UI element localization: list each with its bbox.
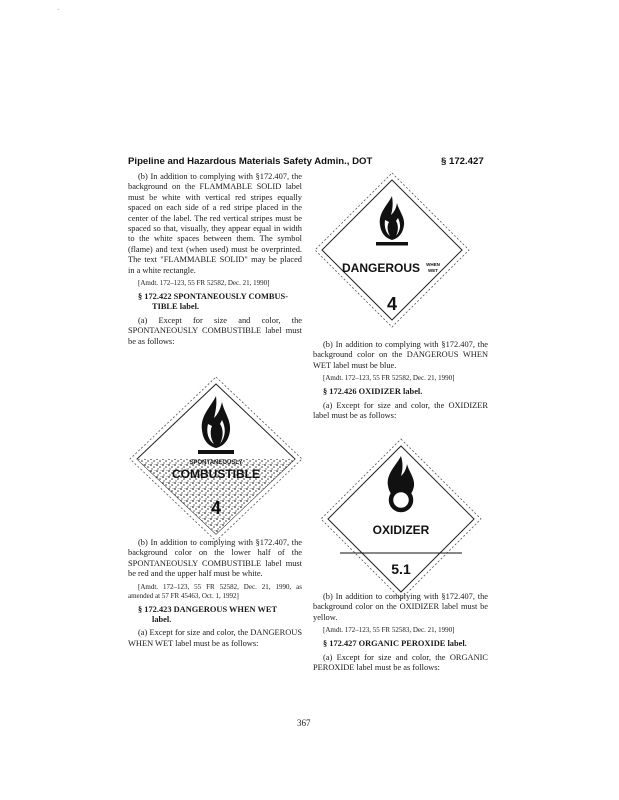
- label-text-wet: WET: [428, 268, 438, 273]
- section-172-422-heading: [128, 292, 302, 313]
- citation-amdt-4: [Amdt. 172–123, 55 FR 52583, Dec. 21, 1990]: [323, 626, 455, 635]
- spontaneous-paragraph-a: (a) Except for size and color, the SPONTANEOUSLY COMBUSTIBLE label must be as follows:: [128, 315, 302, 346]
- dangerous-when-wet-paragraph-a: (a) Except for size and color, the DANGEROUS WHEN WET label must be as follows:: [128, 628, 302, 648]
- right-column-bottom: [313, 592, 488, 675]
- section-title: OXIDIZER label.: [358, 387, 423, 397]
- running-header-title: Pipeline and Hazardous Materials Safety Admin., DOT: [128, 156, 373, 167]
- label-text-when: WHEN: [426, 262, 440, 267]
- label-class-number: 4: [386, 294, 398, 314]
- citation-amdt-3: [Amdt. 172–123, 55 FR 52582, Dec. 21, 1990]: [323, 374, 455, 383]
- organic-peroxide-paragraph-a: (a) Except for size and color, the ORGANIC PEROXIDE label must be as follows:: [313, 652, 488, 673]
- label-text-oxidizer: OXIDIZER: [372, 523, 430, 537]
- page-number: 367: [297, 718, 311, 728]
- running-header-section: § 172.427: [441, 156, 484, 167]
- section-title-cont: TIBLE label.: [152, 302, 200, 312]
- left-column-bottom: [128, 538, 302, 651]
- section-title: SPONTANEOUSLY COMBUS-: [173, 292, 288, 302]
- right-column-middle: [313, 340, 488, 423]
- oxidizer-paragraph-a: (a) Except for size and color, the OXIDIZER label must be as follows:: [313, 400, 488, 421]
- citation-amdt-1: [Amdt. 172–123, 55 FR 52582, Dec. 21, 1990]: [138, 279, 270, 288]
- spontaneous-paragraph-b: (b) In addition to complying with §172.407, the background color on the lower half of the SPONTANEOUSLY COMBUSTIBLE label must be red and the upper half must be white.: [128, 538, 302, 579]
- label-text-dangerous: DANGEROUS: [341, 261, 421, 275]
- label-text-spontaneously: SPONTANEOUSLY: [189, 460, 243, 466]
- scan-speck: .: [58, 6, 60, 12]
- left-column-top: [128, 172, 302, 349]
- section-number: § 172.422: [138, 292, 172, 302]
- label-text-combustible: COMBUSTIBLE: [172, 467, 260, 481]
- dangerous-when-wet-paragraph-b: (b) In addition to complying with §172.407, the background color on the DANGEROUS WHEN WET label must be blue.: [313, 340, 488, 370]
- section-title: ORGANIC PEROXIDE label.: [358, 639, 467, 649]
- dangerous-when-wet-label: [312, 170, 472, 330]
- section-number: § 172.423: [138, 604, 172, 614]
- oxidizer-paragraph-b: (b) In addition to complying with §172.407, the background color on the OXIDIZER label must be yellow.: [313, 592, 488, 622]
- section-number: § 172.426: [323, 387, 357, 397]
- spontaneously-combustible-label: [126, 374, 306, 544]
- label-class-number: 5.1: [391, 561, 411, 577]
- oxidizer-label: [318, 436, 484, 602]
- section-172-427-heading: [313, 639, 488, 649]
- section-172-423-heading: [128, 605, 302, 626]
- section-title: DANGEROUS WHEN WET: [173, 604, 278, 614]
- label-class-number: 4: [210, 498, 222, 518]
- section-title-cont: label.: [152, 615, 172, 625]
- section-172-426-heading: [313, 387, 488, 397]
- citation-amdt-2: [Amdt. 172–123, 55 FR 52582, Dec. 21, 1990, as amended at 57 FR 45463, Oct. 1, 1992]: [128, 582, 302, 600]
- section-number: § 172.427: [323, 639, 357, 649]
- flammable-solid-paragraph-b: (b) In addition to complying with §172.407, the background on the FLAMMABLE SOLID label must be white with vertical red stripes equally spaced on each side of a red stripe placed in the center of the label. The red vertical stripes must be spaced so that, visually, they appear equal in width to the white spaces between them. The symbol (flame) and text (when used) must be overprinted. The text "FLAMMABLE SOLID" may be placed in a white rectangle.: [128, 172, 302, 275]
